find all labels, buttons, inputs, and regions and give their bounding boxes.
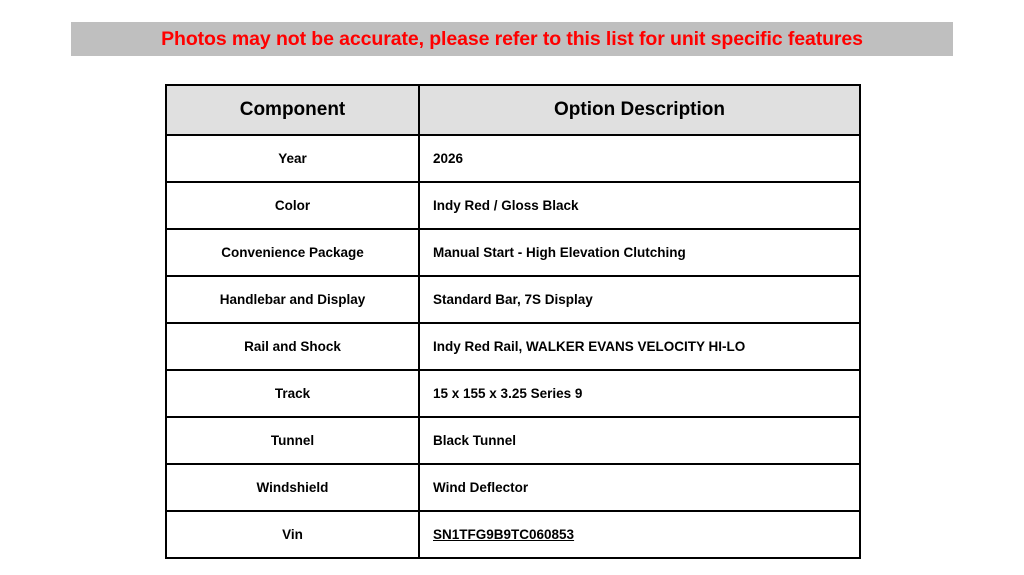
notice-banner-text: Photos may not be accurate, please refer to this list for unit specific features (161, 27, 863, 50)
cell-option: Indy Red Rail, WALKER EVANS VELOCITY HI-LO (419, 323, 860, 370)
table-row (166, 417, 860, 464)
cell-option: 2026 (419, 135, 860, 182)
table-row (166, 511, 860, 558)
cell-option: Manual Start - High Elevation Clutching (419, 229, 860, 276)
cell-option: Wind Deflector (419, 464, 860, 511)
table-row (166, 135, 860, 182)
cell-component: Convenience Package (166, 229, 419, 276)
cell-component: Color (166, 182, 419, 229)
unit-features-table (165, 84, 861, 559)
table-row (166, 229, 860, 276)
cell-component: Year (166, 135, 419, 182)
cell-component: Rail and Shock (166, 323, 419, 370)
cell-option: Indy Red / Gloss Black (419, 182, 860, 229)
table-row (166, 182, 860, 229)
cell-component: Vin (166, 511, 419, 558)
cell-option: Standard Bar, 7S Display (419, 276, 860, 323)
table-row (166, 464, 860, 511)
column-header-component: Component (166, 85, 419, 135)
table-row (166, 276, 860, 323)
cell-option: Black Tunnel (419, 417, 860, 464)
cell-component: Track (166, 370, 419, 417)
cell-component: Handlebar and Display (166, 276, 419, 323)
cell-option-vin (419, 511, 860, 558)
column-header-option-description: Option Description (419, 85, 860, 135)
cell-component: Windshield (166, 464, 419, 511)
table-row (166, 370, 860, 417)
notice-banner (71, 22, 953, 56)
table-row (166, 323, 860, 370)
table-header-row (166, 85, 860, 135)
cell-option: 15 x 155 x 3.25 Series 9 (419, 370, 860, 417)
cell-component: Tunnel (166, 417, 419, 464)
vin-value: SN1TFG9B9TC060853 (433, 527, 575, 542)
